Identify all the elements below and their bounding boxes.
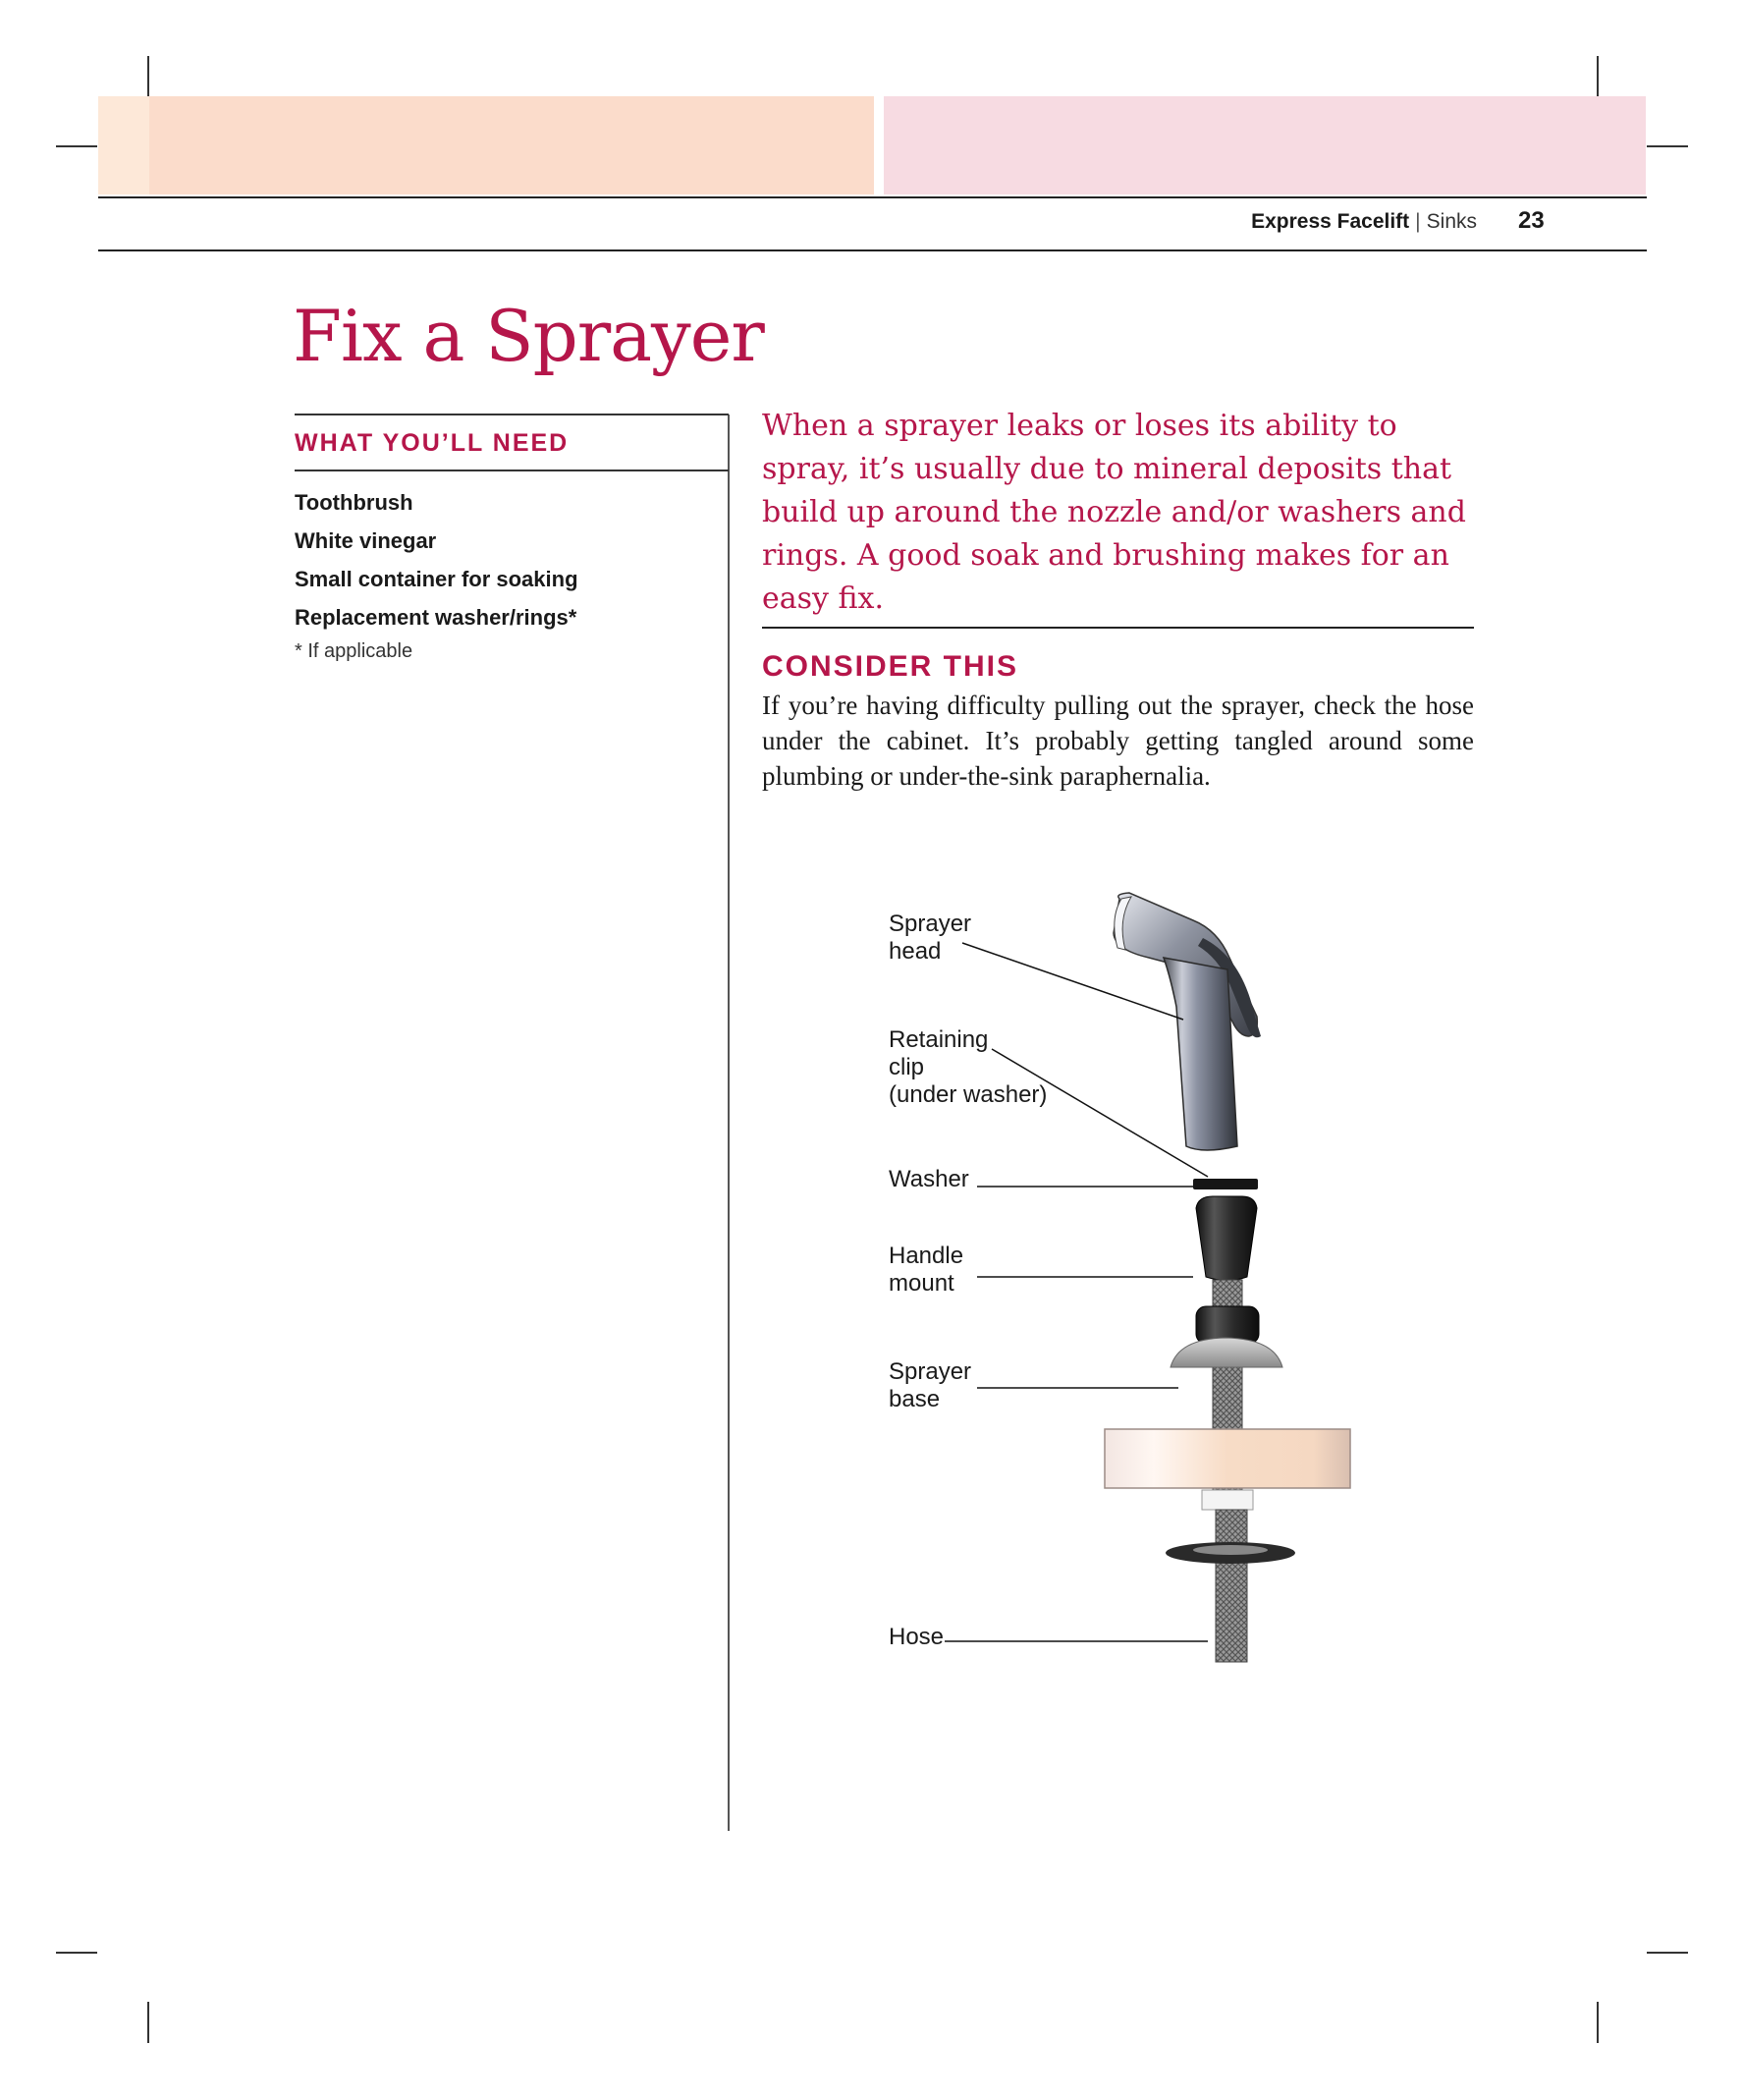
list-item: White vinegar — [295, 528, 437, 553]
label-handle-mount: Handle mount — [889, 1243, 964, 1297]
header-band-right — [884, 96, 1646, 194]
label-retaining-clip: Retaining clip (under washer) — [889, 1026, 1048, 1108]
section-name: Sinks — [1426, 210, 1477, 233]
book-title: Express Facelift — [1251, 210, 1410, 233]
header-rule-bottom — [98, 249, 1647, 251]
crop-mark — [147, 2002, 149, 2043]
crop-mark — [1647, 145, 1688, 147]
sprayer-head-body — [1164, 958, 1237, 1150]
label-washer: Washer — [889, 1166, 969, 1192]
flange-nut-highlight — [1193, 1545, 1268, 1555]
what-youll-need-box — [295, 414, 729, 663]
crop-mark — [147, 56, 149, 97]
sprayer-diagram — [864, 889, 1375, 1665]
consider-this-body: If you’re having difficulty pulling out the sprayer, check the hose under the cabinet. It’s probably getting tangled around some plumbing or under-the-sink paraphernalia. — [762, 691, 1474, 791]
sprayer-base-shape — [1171, 1338, 1282, 1367]
list-item: Toothbrush — [295, 490, 413, 515]
page-number: 23 — [1518, 207, 1545, 234]
label-hose: Hose — [889, 1624, 945, 1650]
list-item: Replacement washer/rings* — [295, 605, 577, 630]
label-sprayer-head: Sprayer head — [889, 911, 972, 965]
crop-mark — [56, 1952, 97, 1954]
page-title: Fix a Sprayer — [293, 295, 764, 377]
consider-this-rule — [762, 627, 1474, 629]
running-head — [1251, 210, 1477, 234]
spacer-shape — [1202, 1490, 1253, 1510]
consider-this-heading: CONSIDER THIS — [762, 650, 1019, 683]
intro-paragraph: When a sprayer leaks or loses its ability to spray, it’s usually due to mineral deposits that build up around the nozzle and/or washers and rings. A good soak and brushing makes for an easy fix. — [762, 409, 1466, 616]
handle-mount-shape — [1196, 1196, 1257, 1281]
footnote: * If applicable — [295, 640, 413, 662]
what-youll-need-heading: WHAT YOU’LL NEED — [295, 429, 570, 457]
crop-mark — [1597, 56, 1599, 97]
running-head-separator: | — [1415, 210, 1421, 233]
list-item: Small container for soaking — [295, 567, 578, 591]
washer-shape — [1193, 1179, 1258, 1189]
lower-hose — [1216, 1510, 1247, 1662]
crop-mark — [1597, 2002, 1599, 2043]
header-band-left — [98, 96, 874, 194]
label-sprayer-base: Sprayer base — [889, 1358, 972, 1412]
supply-list — [295, 471, 729, 636]
header-rule-top — [98, 196, 1647, 198]
crop-mark — [56, 145, 97, 147]
countertop-section — [1105, 1429, 1350, 1488]
crop-mark — [1647, 1952, 1688, 1954]
